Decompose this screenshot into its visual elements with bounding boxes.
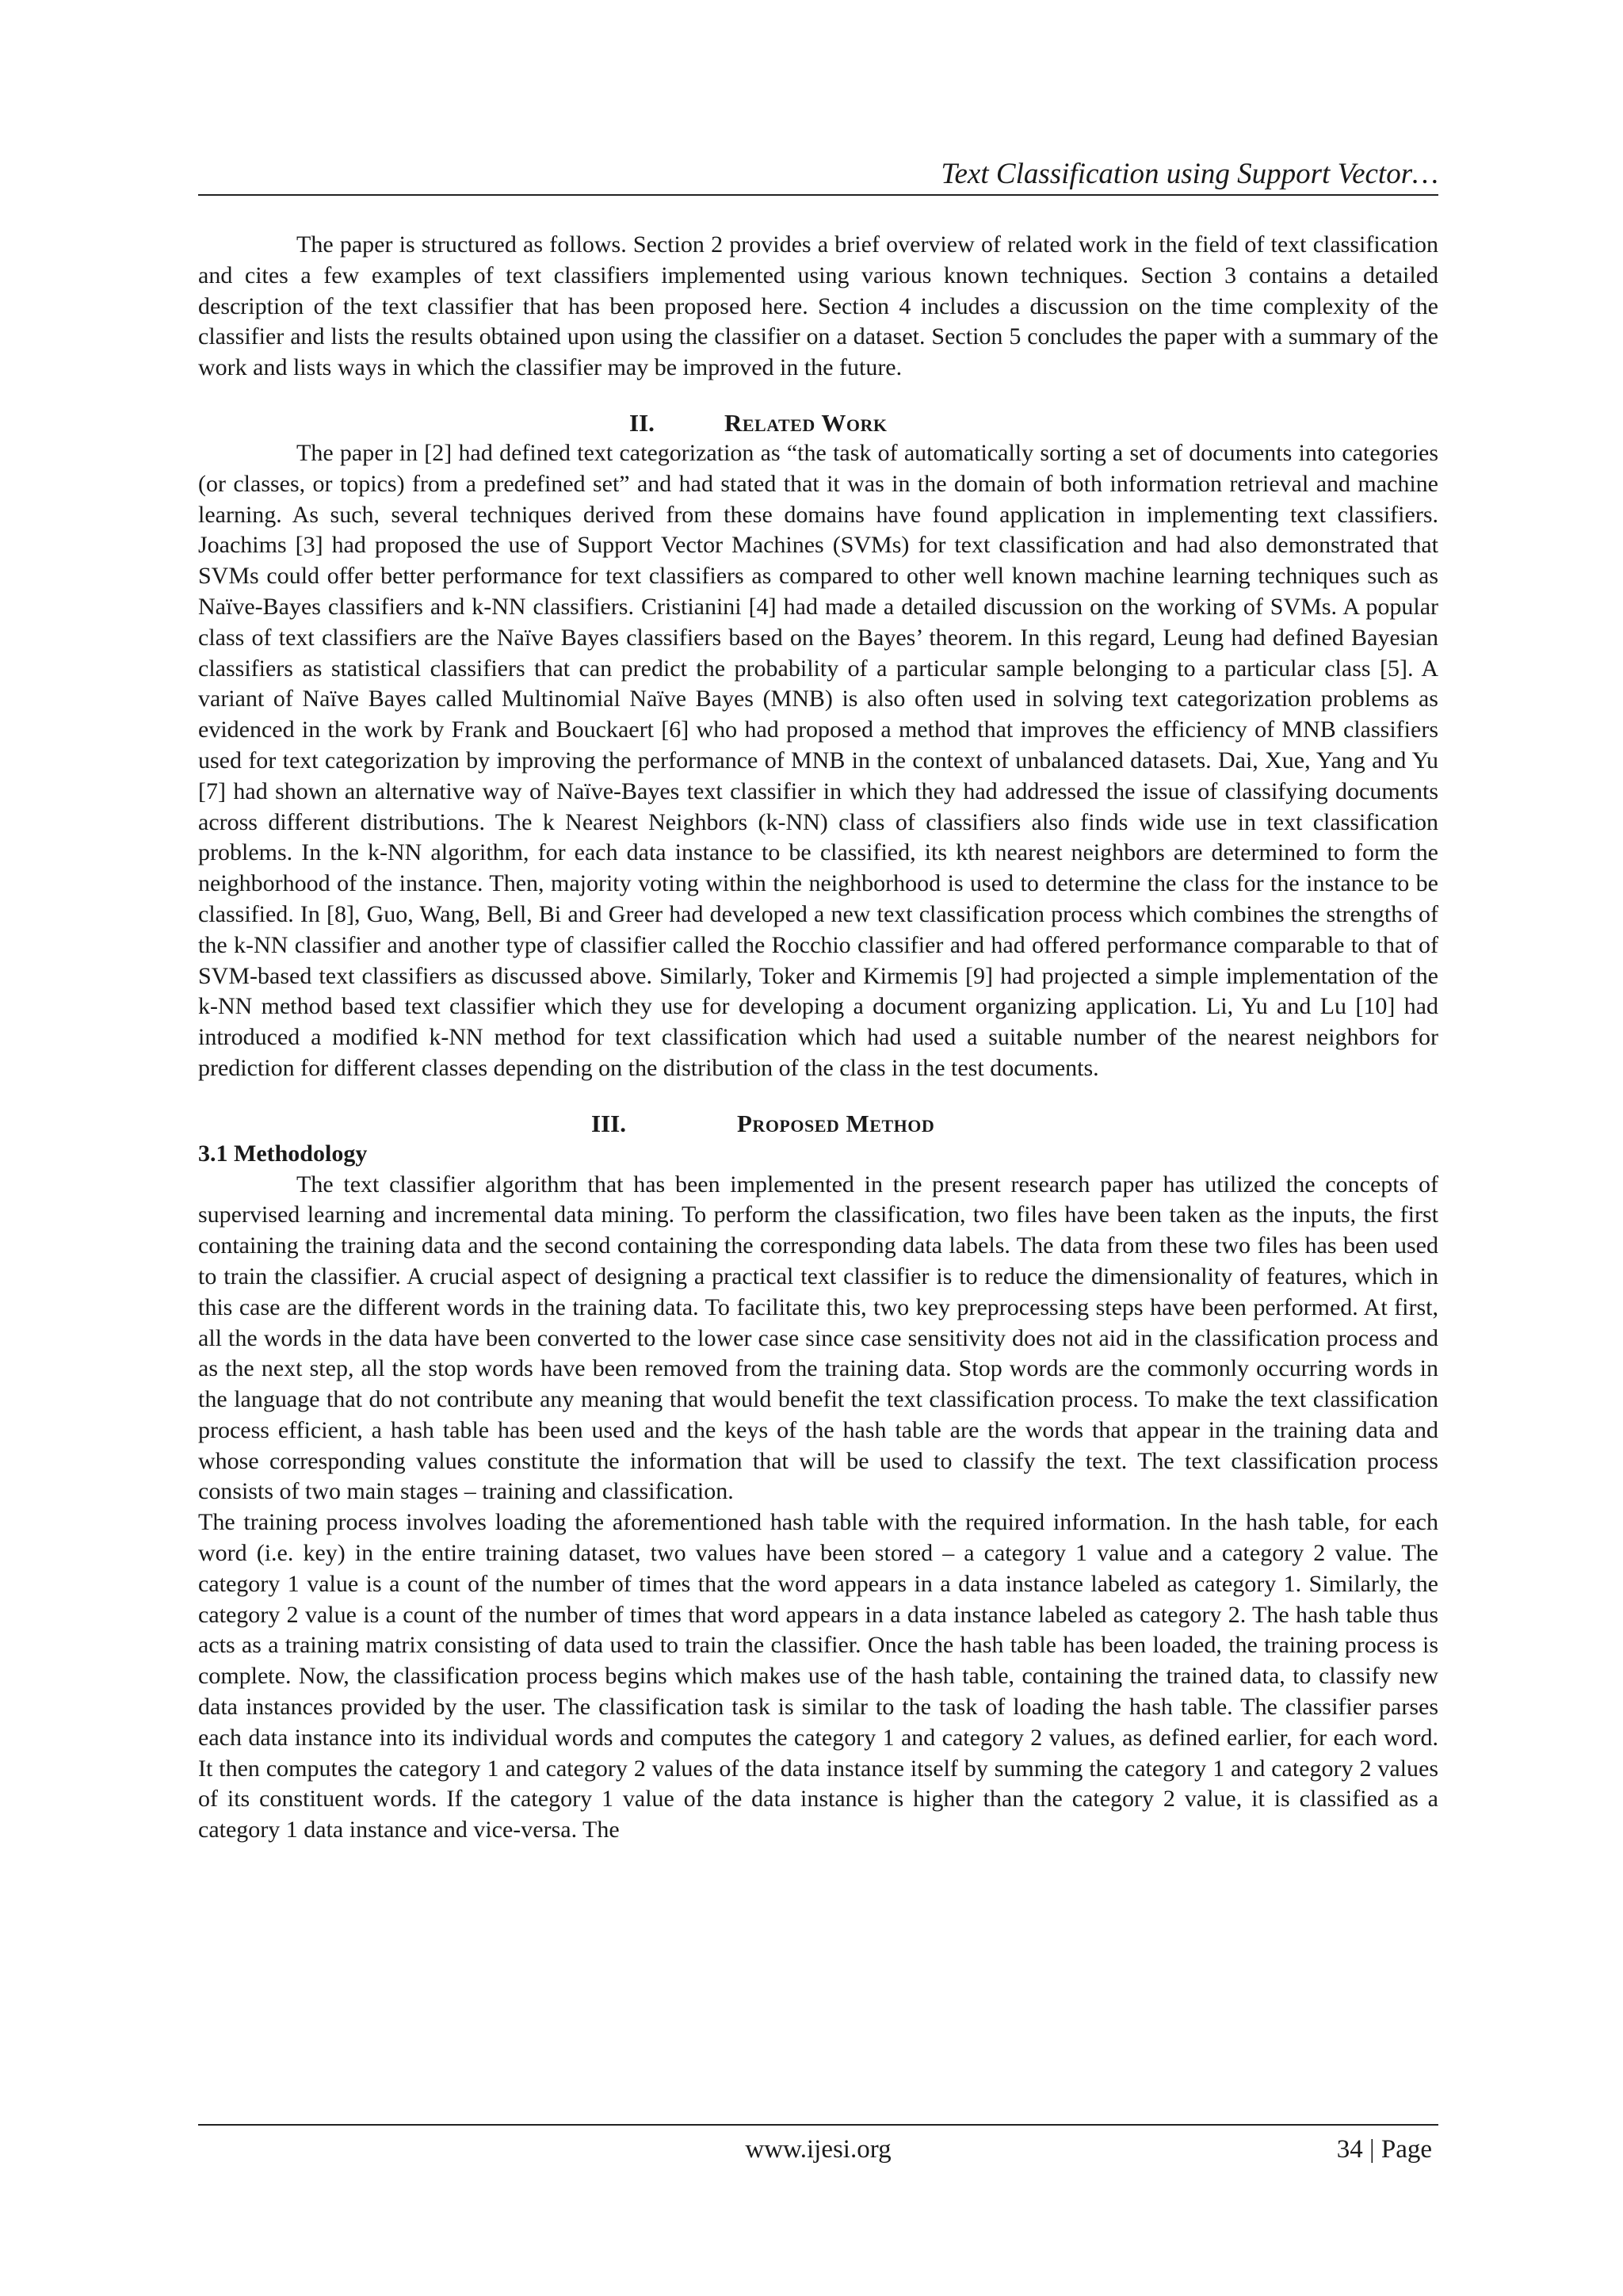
training-process-paragraph: The training process involves loading the aforementioned hash table with the required information. In the hash table, for each word (i.e. key) in the entire training dataset, two values have been stored – a category 1 value and a category 2 value. The category 1 value is a count of the number of times that the word appears in a data instance labeled as category 1. Similarly, the category 2 value is a count of the number of times that word appears in a data instance labeled as category 2. The hash table thus acts as a training matrix consisting of data used to train the classifier. Once the hash table has been loaded, the training process is complete. Now, the classification process begins which makes use of the hash table, containing the trained data, to classify new data instances provided by the user. The classification task is similar to the task of loading the hash table. The classifier parses each data instance into its individual words and computes the category 1 and category 2 values, as defined earlier, for each word. It then computes the category 1 and category 2 values of the data instance itself by summing the category 1 and category 2 values of its constituent words. If the category 1 value of the data instance is higher than the category 2 value, it is classified as a category 1 data instance and vice-versa. The bbox=[198, 1509, 1438, 1843]
subsection-heading-methodology: 3.1 Methodology bbox=[198, 1140, 368, 1167]
running-header: Text Classification using Support Vector… bbox=[941, 158, 1438, 190]
intro-paragraph: The paper is structured as follows. Section 2 provides a brief overview of related work in the field of text classification and cites a few examples of text classifiers implemented using various known techniques. Section 3 contains a detailed description of the text classifier that has been proposed here. Section 4 includes a discussion on the time complexity of the classifier and lists the results obtained upon using the classifier on a dataset. Section 5 concludes the paper with a summary of the work and lists ways in which the classifier may be improved in the future. bbox=[198, 231, 1438, 381]
footer-rule bbox=[198, 2124, 1438, 2126]
page-number: 34 | Page bbox=[1336, 2135, 1432, 2164]
section-title: Proposed Method bbox=[737, 1109, 935, 1137]
paper-page bbox=[198, 0, 1438, 2296]
section-heading-related-work bbox=[198, 407, 1438, 438]
related-work-paragraph: The paper in [2] had defined text categorization as “the task of automatically sorting a set of documents into categories (or classes, or topics) from a predefined set” and had stated that it was in the domain of both information retrieval and machine learning. As such, several techniques derived from these domains have found application in implementing text classifiers. Joachims [3] had proposed the use of Support Vector Machines (SVMs) for text classification and had also demonstrated that SVMs could offer better performance for text classifiers as compared to other well known machine learning techniques such as Naïve-Bayes classifiers and k-NN classifiers. Cristianini [4] had made a detailed discussion on the working of SVMs. A popular class of text classifiers are the Naïve Bayes classifiers based on the Bayes’ theorem. In this regard, Leung had defined Bayesian classifiers as statistical classifiers that can predict the probability of a particular sample belonging to a particular class [5]. A variant of Naïve Bayes called Multinomial Naïve Bayes (MNB) is also often used in solving text categorization problems as evidenced in the work by Frank and Bouckaert [6] who had proposed a method that improves the efficiency of MNB classifiers used for text categorization by improving the performance of MNB in the context of unbalanced datasets. Dai, Xue, Yang and Yu [7] had shown an alternative way of Naïve-Bayes text classifier in which they had addressed the issue of classifying documents across different distributions. The k Nearest Neighbors (k-NN) class of classifiers also finds wide use in text classification problems. In the k-NN algorithm, for each data instance to be classified, its kth nearest neighbors are determined to form the neighborhood of the instance. Then, majority voting within the neighborhood is used to determine the class for the instance to be classified. In [8], Guo, Wang, Bell, Bi and Greer had developed a new text classification process which combines the strengths of the k-NN classifier and another type of classifier called the Rocchio classifier and had offered performance comparable to that of SVM-based text classifiers as discussed above. Similarly, Toker and Kirmemis [9] had projected a simple implementation of the k-NN method based text classifier which they use for developing a document organizing application. Li, Yu and Lu [10] had introduced a modified k-NN method for text classification which had used a suitable number of the nearest neighbors for prediction for different classes depending on the distribution of the class in the test documents. bbox=[198, 439, 1438, 1081]
header-rule bbox=[198, 194, 1438, 196]
section-number: II. bbox=[629, 408, 655, 437]
section-heading-proposed-method bbox=[198, 1108, 1438, 1139]
section-title: Related Work bbox=[724, 408, 888, 437]
section-number: III. bbox=[591, 1109, 626, 1137]
page-content bbox=[198, 230, 1438, 1846]
methodology-paragraph: The text classifier algorithm that has been implemented in the present research paper has utilized the concepts of supervised learning and incremental data mining. To perform the classification, two files have been taken as the inputs, the first containing the training data and the second containing the corresponding data labels. The data from these two files has been used to train the classifier. A crucial aspect of designing a practical text classifier is to reduce the dimensionality of features, which in this case are the different words in the training data. To facilitate this, two key preprocessing steps have been performed. At first, all the words in the data have been converted to the lower case since case sensitivity does not aid in the classification process and as the next step, all the stop words have been removed from the training data. Stop words are the commonly occurring words in the language that do not contribute any meaning that would benefit the text classification process. To make the text classification process efficient, a hash table has been used and the keys of the hash table are the words that appear in the training data and whose corresponding values constitute the information that will be used to classify the text. The text classification process consists of two main stages – training and classification. bbox=[198, 1171, 1438, 1505]
footer-url: www.ijesi.org bbox=[745, 2135, 892, 2164]
